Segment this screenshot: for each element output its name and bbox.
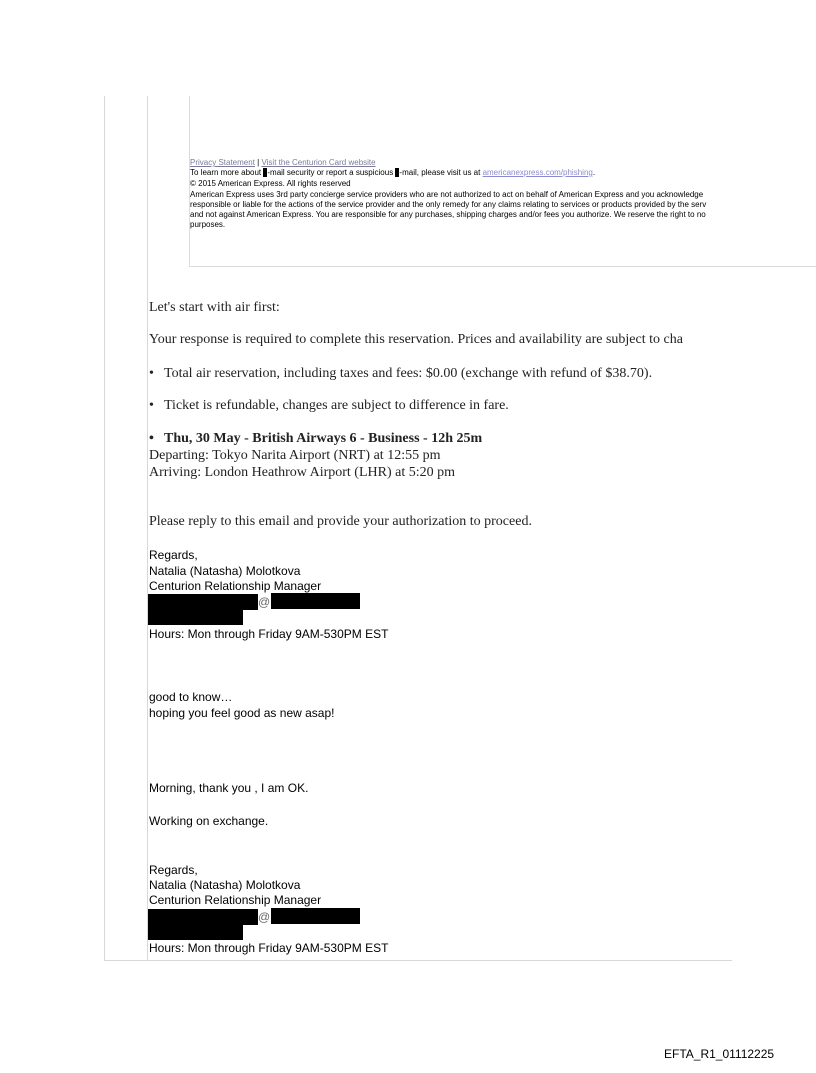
learn-period: .: [592, 168, 596, 177]
learn-suffix: -mail, please visit us at: [399, 168, 483, 177]
arriving-line: Arriving: London Heathrow Airport (LHR) at 5:20 pm: [149, 465, 456, 480]
refundable-text: Ticket is refundable, changes are subject to difference in fare.: [164, 398, 509, 413]
signature-hours: Hours: Mon through Friday 9AM-530PM EST: [149, 627, 389, 641]
signature-title: Centurion Relationship Manager: [149, 579, 322, 593]
footer-disclaimer-3: and not against American Express. You are responsible for any purchases, shipping charges and/or fees you authorize. We reserve the right to no: [190, 210, 706, 219]
bullet: •: [149, 366, 154, 381]
redaction-box: [148, 594, 258, 610]
refundable-bullet: [149, 398, 509, 414]
redaction-box: [148, 609, 243, 625]
learn-mid: -mail security or report a suspicious: [267, 168, 396, 177]
signature-regards: Regards,: [149, 548, 198, 562]
email-at-sign: @: [258, 910, 271, 924]
footer-disclaimer-4: purposes.: [190, 220, 226, 229]
footer-disclaimer-2: responsible or liable for the actions of the service provider and the only remedy for any claims relating to services or products provided by the serv: [190, 200, 707, 209]
signature-hours: Hours: Mon through Friday 9AM-530PM EST: [149, 941, 389, 955]
redaction-box: [271, 593, 360, 609]
response-required-line: Your response is required to complete this reservation. Prices and availability are subject to cha: [149, 332, 683, 347]
signature-name: Natalia (Natasha) Molotkova: [149, 564, 301, 578]
flight-heading-text: Thu, 30 May - British Airways 6 - Business - 12h 25m: [164, 431, 483, 446]
departing-line: Departing: Tokyo Narita Airport (NRT) at 12:55 pm: [149, 448, 441, 463]
quote-bar-outer: [104, 96, 105, 960]
flight-heading: [149, 431, 482, 447]
link-separator: |: [254, 158, 262, 167]
please-reply-line: Please reply to this email and provide your authorization to proceed.: [149, 514, 532, 529]
signature-name: Natalia (Natasha) Molotkova: [149, 878, 301, 892]
redaction-box: [148, 909, 258, 925]
bullet: •: [149, 398, 154, 413]
quote-bottom-rule: [104, 960, 732, 961]
footer-links-row: [190, 158, 376, 168]
reply-line-1: good to know…: [149, 690, 233, 704]
bullet: •: [149, 431, 154, 446]
reply-line-2: hoping you feel good as new asap!: [149, 706, 335, 720]
learn-prefix: To learn more about: [190, 168, 264, 177]
document-id: EFTA_R1_01112225: [664, 1047, 775, 1061]
signature-regards: Regards,: [149, 863, 198, 877]
footer-copyright: © 2015 American Express. All rights reserved: [190, 179, 351, 188]
total-text: Total air reservation, including taxes and fees: $0.00 (exchange with refund of $38.70).: [164, 366, 653, 381]
signature-title: Centurion Relationship Manager: [149, 893, 322, 907]
privacy-statement-link[interactable]: Privacy Statement: [190, 158, 255, 167]
footer-disclaimer-1: American Express uses 3rd party concierge service providers who are not authorized to act on behalf of American Express and you acknowledge: [190, 190, 704, 199]
message-line-2: Working on exchange.: [149, 814, 269, 828]
redaction-box: [271, 908, 360, 924]
email-at-sign: @: [258, 595, 271, 609]
intro-line: Let's start with air first:: [149, 300, 280, 315]
quote-bar-inner: [147, 96, 148, 960]
redaction-box: [148, 924, 243, 940]
total-bullet: [149, 366, 652, 382]
footer-learn-more: [190, 168, 595, 178]
centurion-website-link[interactable]: Visit the Centurion Card website: [261, 158, 376, 167]
message-line-1: Morning, thank you , I am OK.: [149, 781, 309, 795]
phishing-link[interactable]: americanexpress.com/phishing: [482, 168, 593, 177]
